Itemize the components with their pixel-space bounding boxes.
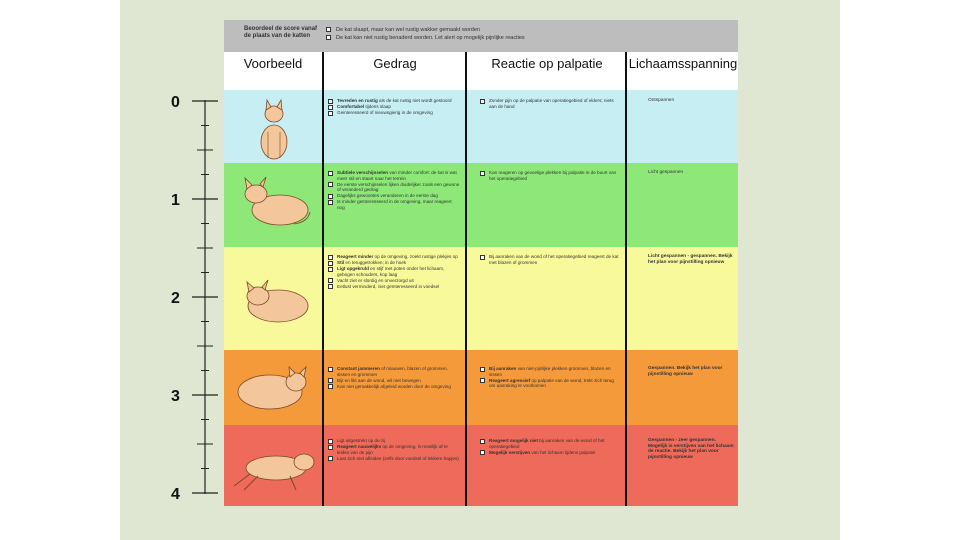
instruction-bar: Beoordeel de score vanaf de plaats van de katten De kat slaapt, maar kan wel rustig wakker gemaakt worden De kat kan niet rustig benaderd worden. Let alert op mogelijk pijnlijke reacties bbox=[224, 20, 738, 52]
behavior-item[interactable]: Reageert nauwelijks op de omgeving, is moeilijk af te leiden van de pijn bbox=[328, 444, 460, 455]
palpation-item[interactable]: Kan reageren op gevoelige plekken bij palpatie in de buurt van het operatiegebied bbox=[480, 170, 620, 181]
checkbox-icon[interactable] bbox=[328, 200, 333, 205]
behavior-cell-2 bbox=[328, 254, 460, 290]
palpation-cell-0 bbox=[480, 98, 620, 110]
column-header-example: Voorbeeld bbox=[243, 56, 303, 71]
column-header-behavior: Gedrag bbox=[373, 56, 417, 71]
scale-label-1: 1 bbox=[171, 192, 180, 209]
behavior-cell-0 bbox=[328, 98, 460, 116]
tension-cell-2: Licht gespannen - gespannen. Bekijk het plan voor pijnstilling opnieuw bbox=[648, 254, 733, 265]
behavior-cell-4 bbox=[328, 438, 460, 462]
scale-label-3: 3 bbox=[171, 388, 180, 405]
checkbox-icon[interactable] bbox=[328, 439, 333, 444]
palpation-cell-2 bbox=[480, 254, 620, 266]
checkbox-icon[interactable] bbox=[480, 439, 485, 444]
instruction-title: Beoordeel de score vanaf de plaats van de katten bbox=[244, 26, 318, 39]
behavior-item[interactable]: Bijt en likt aan de wond, wil niet bewegen bbox=[328, 378, 460, 384]
behavior-item[interactable]: Dagelijks gewoontes veranderen in de eerste dag bbox=[328, 193, 460, 199]
palpation-item[interactable]: Reageert agressief op palpatie van de wond, trekt zich terug om aanraking te voorkomen bbox=[480, 378, 620, 389]
behavior-item[interactable]: Ligt opgekruld en stijf met poten onder het lichaam, gebogen schouders, kop laag bbox=[328, 266, 460, 277]
palpation-cell-1 bbox=[480, 170, 620, 182]
tension-cell-1: Licht gespannen bbox=[648, 170, 684, 175]
column-divider bbox=[465, 52, 467, 506]
checkbox-icon[interactable] bbox=[328, 378, 333, 383]
palpation-item[interactable]: Reageert mogelijk niet bij aanraken van de wond of het operatiegebied bbox=[480, 438, 620, 449]
checkbox-icon[interactable] bbox=[328, 255, 333, 260]
behavior-item[interactable]: Stil en teruggetrokken; in de hoek bbox=[328, 260, 460, 266]
palpation-item[interactable]: Zonder pijn op de palpatie van operatiegebied of elders; niets aan de hand bbox=[480, 98, 620, 109]
behavior-item[interactable]: Geinteresseerd of nieuwsgierig in de omgeving bbox=[328, 110, 460, 116]
checkbox-icon[interactable] bbox=[328, 182, 333, 187]
checkbox-icon[interactable] bbox=[328, 278, 333, 283]
checkbox-icon[interactable] bbox=[328, 384, 333, 389]
behavior-cell-1 bbox=[328, 170, 460, 211]
column-header-palpation: Reactie op palpatie bbox=[491, 56, 603, 71]
behavior-item[interactable]: Vacht ziet er slordig en onverzorgd uit bbox=[328, 278, 460, 284]
checkbox-icon[interactable] bbox=[326, 35, 331, 40]
behavior-item[interactable]: De eerste verschijnselen lijken duidelijker zoals een gewone of veranderd gedrag bbox=[328, 182, 460, 193]
content-sitting-cat-icon bbox=[254, 92, 294, 162]
behavior-item[interactable]: Laat zich niet afleiden (zelfs door voedsel of lekkere hapjes) bbox=[328, 456, 460, 462]
checkbox-icon[interactable] bbox=[328, 284, 333, 289]
checkbox-icon[interactable] bbox=[328, 99, 333, 104]
checkbox-icon[interactable] bbox=[480, 450, 485, 455]
checkbox-icon[interactable] bbox=[326, 27, 331, 32]
column-divider bbox=[625, 52, 627, 506]
behavior-item[interactable]: Constant jammeren of miauwen, blazen of grommen, sissen en grommen bbox=[328, 366, 460, 377]
scale-label-0: 0 bbox=[171, 94, 180, 111]
behavior-item[interactable]: Tevreden en rustig als de kat rustig niet wordt gestoord bbox=[328, 98, 460, 104]
hunched-cat-icon bbox=[230, 360, 314, 416]
palpation-cell-3 bbox=[480, 366, 620, 389]
tension-cell-3: Gespannen. Bekijk het plan voor pijnstilling opnieuw bbox=[648, 366, 723, 377]
palpation-cell-4 bbox=[480, 438, 620, 456]
column-header-tension: Lichaamsspanning bbox=[628, 56, 738, 71]
behavior-item[interactable]: Subtiele verschijnselen van minder comfort: de kat is wat meer stil en staart naar het terrein bbox=[328, 170, 460, 181]
checkbox-icon[interactable] bbox=[328, 105, 333, 110]
tension-cell-0: Ontspannen bbox=[648, 98, 675, 103]
checkbox-icon[interactable] bbox=[480, 99, 485, 104]
prostrate-cat-icon bbox=[230, 438, 318, 494]
behavior-item[interactable]: Ligt uitgestrekt op de zij bbox=[328, 438, 460, 444]
behavior-item[interactable]: Eetlust verminderd, niet geïnteresseerd in voedsel bbox=[328, 284, 460, 290]
scale-label-4: 4 bbox=[171, 486, 180, 503]
tension-cell-4: Gespannen - zeer gespannen. Mogelijk is verstijven van het lichaam de reactie. Bekijk het plan voor pijnstilling opnieuw bbox=[648, 438, 734, 460]
behavior-item[interactable]: Kan niet gemakkelijk afgeleid worden door de omgeving bbox=[328, 384, 460, 390]
pain-scale-chart bbox=[224, 20, 738, 506]
checkbox-icon[interactable] bbox=[328, 111, 333, 116]
behavior-item[interactable]: Comfortabel tijdens slaap bbox=[328, 104, 460, 110]
lying-cat-icon bbox=[236, 172, 312, 232]
checkbox-icon[interactable] bbox=[328, 267, 333, 272]
behavior-item[interactable]: Is minder geïnteresseerd in de omgeving, maar reageert nog bbox=[328, 199, 460, 210]
checkbox-icon[interactable] bbox=[328, 456, 333, 461]
behavior-item[interactable]: Reageert minder op de omgeving, zoekt rustige plekjes op bbox=[328, 254, 460, 260]
checkbox-icon[interactable] bbox=[480, 255, 485, 260]
column-divider bbox=[322, 52, 324, 506]
checkbox-icon[interactable] bbox=[328, 367, 333, 372]
palpation-item[interactable]: Bij aanraken van niet-pijnlijke plekken grommen, blazen en sissen bbox=[480, 366, 620, 377]
checkbox-icon[interactable] bbox=[480, 378, 485, 383]
checkbox-icon[interactable] bbox=[328, 445, 333, 450]
behavior-cell-3 bbox=[328, 366, 460, 390]
palpation-item[interactable]: Mogelijk verstijven van het lichaam tijdens palpatie bbox=[480, 450, 620, 456]
scale-label-2: 2 bbox=[171, 290, 180, 307]
checkbox-icon[interactable] bbox=[480, 171, 485, 176]
checkbox-icon[interactable] bbox=[328, 194, 333, 199]
checkbox-icon[interactable] bbox=[328, 171, 333, 176]
palpation-item[interactable]: Bij aanraken van de wond of het operatiegebied reageert de kat met blazen of grommen bbox=[480, 254, 620, 265]
checkbox-icon[interactable] bbox=[480, 367, 485, 372]
crouched-cat-icon bbox=[236, 272, 312, 328]
checkbox-icon[interactable] bbox=[328, 261, 333, 266]
